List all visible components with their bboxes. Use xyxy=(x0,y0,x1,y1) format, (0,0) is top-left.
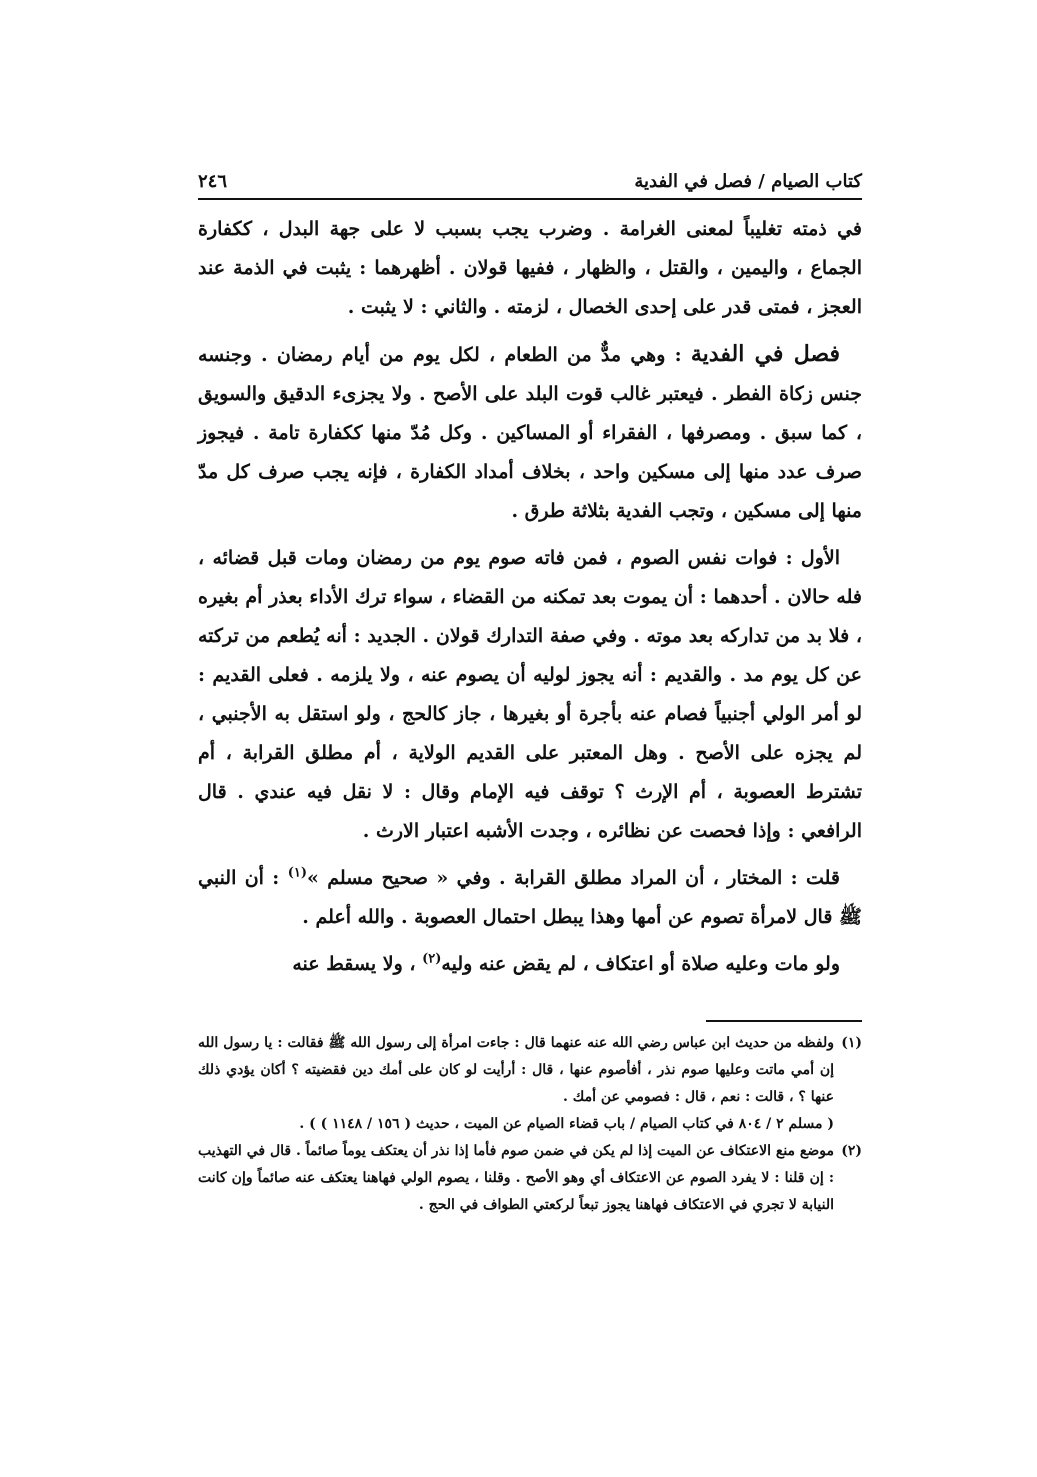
footnote-body xyxy=(198,1138,834,1219)
footnote-line: ( مسلم ٢ / ٨٠٤ في كتاب الصيام / باب قضاء الصيام عن الميت ، حديث ( ١٥٦ / ١١٤٨ ) ) . xyxy=(299,1116,834,1132)
footnote-number: (٢) xyxy=(841,1143,862,1159)
footnote-line: ولفظه من حديث ابن عباس رضي الله عنه عنهما قال : جاءت امرأة إلى رسول الله ﷺ فقالت : يا رسول الله إن أمي ماتت وعليها صوم نذر ، أفأصوم عنها ، قال : أرأيت لو كان على أمك دين فقضيته ؟ أكان يؤدي ذلك عنها ؟ ، قالت : نعم ، قال : فصومي عن أمك . xyxy=(198,1035,834,1105)
paragraph-2 xyxy=(198,335,862,531)
footnote-body xyxy=(198,1030,834,1138)
footnotes xyxy=(198,1030,862,1219)
page-number: ٢٤٦ xyxy=(198,171,228,192)
footnote-divider xyxy=(706,1020,862,1022)
paragraph-5-cont: ، ولا يسقط عنه xyxy=(292,953,423,975)
running-title: كتاب الصيام / فصل في الفدية xyxy=(634,171,862,192)
main-text xyxy=(198,210,862,992)
footnote-ref-2: (٢) xyxy=(422,951,442,967)
paragraph-3: الأول : فوات نفس الصوم ، فمن فاته صوم يوم من رمضان ومات قبل قضائه ، فله حالان . أحدهما : أن يموت بعد تمكنه من القضاء ، سواء ترك الأداء بعذر أم بغيره ، فلا بد من تداركه بعد موته . وفي صفة التدارك قولان . الجديد : أنه يُطعم من تركته عن كل يوم مد . والقديم : أنه يجوز لوليه أن يصوم عنه ، ولا يلزمه . فعلى القديم : لو أمر الولي أجنبياً فصام عنه بأجرة أو بغيرها ، جاز كالحج ، ولو استقل به الأجنبي ، لم يجزه على الأصح . وهل المعتبر على القديم الولاية ، أم مطلق القرابة ، أم تشترط العصوبة ، أم الإرث ؟ توقف فيه الإمام وقال : لا نقل فيه عندي . قال الرافعي : وإذا فحصت عن نظائره ، وجدت الأشبه اعتبار الارث . xyxy=(198,547,862,842)
paragraph-5-text: ولو مات وعليه صلاة أو اعتكاف ، لم يقض عنه وليه xyxy=(441,953,840,975)
footnote-ref-1: (١) xyxy=(287,865,307,881)
paragraph-4-cont: : أن النبي ﷺ قال لامرأة تصوم عن أمها وهذا يبطل احتمال العصوبة . والله أعلم . xyxy=(198,867,862,928)
footnote-number: (١) xyxy=(841,1035,862,1051)
paragraph-2-text: : وهي مدٌّ من الطعام ، لكل يوم من أيام رمضان . وجنسه جنس زكاة الفطر . فيعتبر غالب قوت البلد على الأصح . ولا يجزىء الدقيق والسويق ، كما سبق . ومصرفها ، الفقراء أو المساكين . وكل مُدّ منها ككفارة تامة . فيجوز صرف عدد منها إلى مسكين واحد ، بخلاف أمداد الكفارة ، فإنه يجب صرف كل مدّ منها إلى مسكين ، وتجب الفدية بثلاثة طرق . xyxy=(198,344,862,522)
paragraph-4-text: قلت : المختار ، أن المراد مطلق القرابة . وفي « صحيح مسلم » xyxy=(306,867,841,889)
paragraph-5 xyxy=(198,945,862,984)
footnote-1 xyxy=(198,1030,862,1138)
section-heading-fidya: فصل في الفدية xyxy=(690,341,841,367)
footnote-line: موضع منع الاعتكاف عن الميت إذا لم يكن في ضمن صوم فأما إذا نذر أن يعتكف يوماً صائماً . قال في التهذيب : إن قلنا : لا يفرد الصوم عن الاعتكاف أي وهو الأصح . وقلنا ، يصوم الولي فهاهنا يعتكف عنه صائماً وإن كانت النيابة لا تجري في الاعتكاف فهاهنا يجوز تبعاً لركعتي الطواف في الحج . xyxy=(198,1143,834,1213)
paragraph-1: في ذمته تغليباً لمعنى الغرامة . وضرب يجب بسبب لا على جهة البدل ، ككفارة الجماع ، واليمين ، والقتل ، والظهار ، ففيها قولان . أظهرهما : يثبت في الذمة عند العجز ، فمتى قدر على إحدى الخصال ، لزمته . والثاني : لا يثبت . xyxy=(198,218,862,318)
paragraph-4 xyxy=(198,859,862,937)
footnote-2 xyxy=(198,1138,862,1219)
page-header xyxy=(198,160,862,200)
